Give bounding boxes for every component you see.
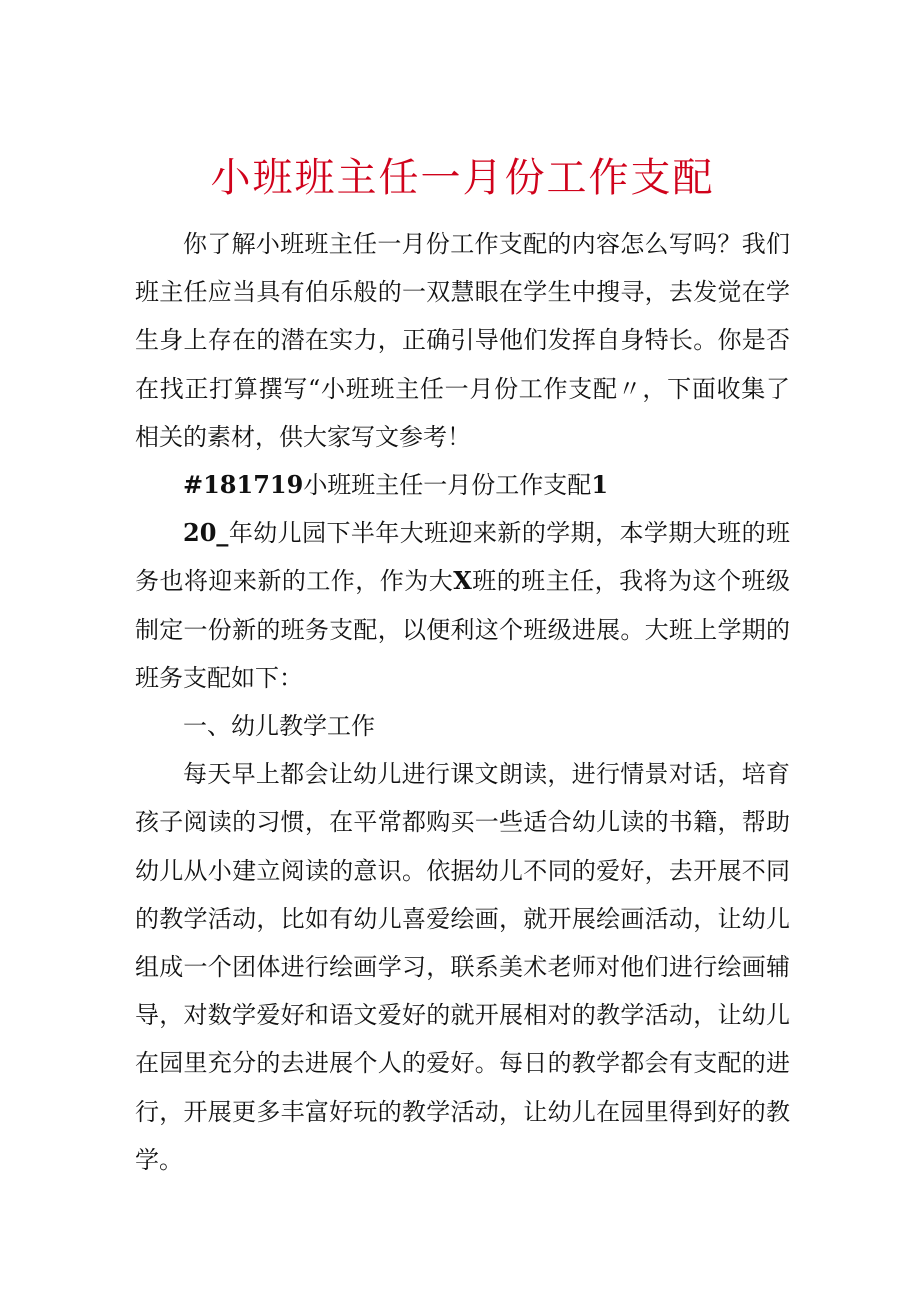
paragraph-1-class-x: X <box>453 566 472 596</box>
paragraph-1-part-2: 班的班主任，我将为这个班级制定一份新的班务支配，以便利这个班级进展。大班上学期的班务支配如下： <box>135 567 790 692</box>
paragraph-1-part-1: 年幼儿园下半年大班迎来新的学期，本学期大班的班务也将迎来新的工作，作为大 <box>135 519 790 596</box>
document-title: 小班班主任一月份工作支配 <box>210 155 715 201</box>
document-page <box>135 0 790 1184</box>
subheading-teaching-work: 一、幼儿教学工作 <box>183 712 375 741</box>
section-heading-suffix: 1 <box>591 470 609 500</box>
intro-paragraph: 你了解小班班主任一月份工作支配的内容怎么写吗？我们班主任应当具有伯乐般的一双慧眼在学生中搜寻，去发觉在学生身上存在的潜在实力，正确引导他们发挥自身特长。你是否在找正打算撰写“小班班主任一月份工作支配〃，下面收集了相关的素材，供大家写文参考！ <box>135 230 790 451</box>
paragraph-year-lead: 20_ <box>183 518 229 548</box>
section-heading-text: 小班班主任一月份工作支配 <box>303 471 592 500</box>
section-heading <box>135 461 790 509</box>
section-heading-prefix: #181719 <box>183 470 304 500</box>
body-paragraph-2: 每天早上都会让幼儿进行课文朗读，进行情景对话，培育孩子阅读的习惯，在平常都购买一些适合幼儿读的书籍，帮助幼儿从小建立阅读的意识。依据幼儿不同的爱好，去开展不同的教学活动，比如有幼儿喜爱绘画，就开展绘画活动，让幼儿组成一个团体进行绘画学习，联系美术老师对他们进行绘画辅导，对数学爱好和语文爱好的就开展相对的教学活动，让幼儿在园里充分的去进展个人的爱好。每日的教学都会有支配的进行，开展更多丰富好玩的教学活动，让幼儿在园里得到好的教学。 <box>135 760 790 1174</box>
body-paragraph-1 <box>135 509 790 702</box>
